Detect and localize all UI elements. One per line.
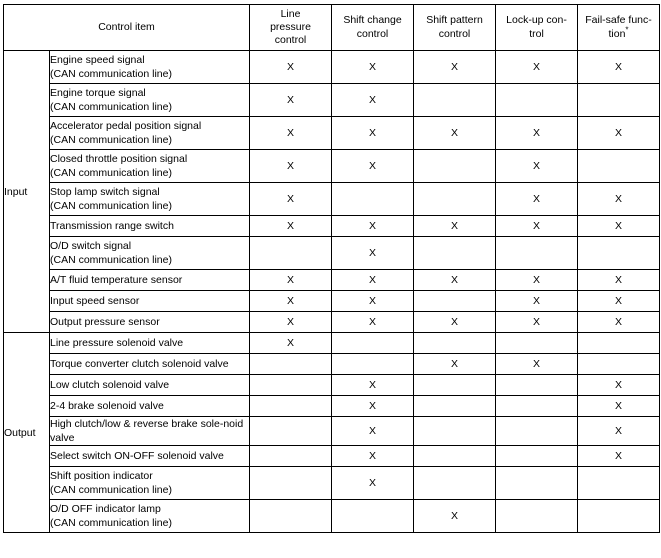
control-item-name: 2-4 brake solenoid valve — [50, 399, 164, 412]
mark-cell-fail_safe: X — [578, 291, 660, 312]
mark-cell-line_pressure — [250, 467, 332, 500]
control-item-name: O/D OFF indicator lamp — [50, 503, 161, 516]
mark-cell-shift_pattern — [414, 237, 496, 270]
table-row — [4, 500, 660, 533]
header-lock-up-control — [496, 5, 578, 51]
mark-cell-shift_pattern: X — [414, 117, 496, 150]
mark-cell-lock_up — [496, 417, 578, 446]
header-row — [4, 5, 660, 51]
mark-cell-line_pressure: X — [250, 312, 332, 333]
mark-cell-shift_change: X — [332, 396, 414, 417]
mark-cell-shift_pattern — [414, 183, 496, 216]
header-lock-up-line2: trol — [529, 27, 544, 40]
control-item-cell — [50, 270, 250, 291]
mark-cell-shift_change: X — [332, 84, 414, 117]
control-item-cell — [50, 237, 250, 270]
mark-cell-line_pressure: X — [250, 117, 332, 150]
mark-cell-shift_change — [332, 500, 414, 533]
mark-cell-lock_up: X — [496, 117, 578, 150]
mark-cell-shift_pattern: X — [414, 500, 496, 533]
control-item-cell — [50, 446, 250, 467]
control-item-name: Select switch ON-OFF solenoid valve — [50, 450, 224, 463]
mark-cell-shift_change — [332, 354, 414, 375]
control-item-name: Input speed sensor — [50, 294, 140, 307]
mark-cell-lock_up — [496, 333, 578, 354]
mark-cell-shift_change: X — [332, 270, 414, 291]
mark-cell-shift_change: X — [332, 417, 414, 446]
mark-cell-fail_safe: X — [578, 270, 660, 291]
mark-cell-shift_pattern — [414, 84, 496, 117]
control-item-subtext: (CAN communication line) — [50, 200, 172, 212]
mark-cell-fail_safe — [578, 84, 660, 117]
mark-cell-shift_pattern — [414, 467, 496, 500]
mark-cell-shift_pattern — [414, 150, 496, 183]
control-item-cell — [50, 500, 250, 533]
mark-cell-lock_up: X — [496, 51, 578, 84]
mark-cell-fail_safe: X — [578, 312, 660, 333]
table-row — [4, 446, 660, 467]
mark-cell-fail_safe — [578, 237, 660, 270]
mark-cell-shift_change — [332, 333, 414, 354]
control-item-name: Engine torque signal — [50, 86, 146, 99]
control-item-cell — [50, 312, 250, 333]
mark-cell-line_pressure — [250, 237, 332, 270]
control-item-cell — [50, 467, 250, 500]
mark-cell-line_pressure: X — [250, 183, 332, 216]
footnote-marker: * — [625, 25, 629, 34]
mark-cell-fail_safe — [578, 500, 660, 533]
mark-cell-shift_pattern — [414, 396, 496, 417]
control-item-cell — [50, 354, 250, 375]
table-row — [4, 270, 660, 291]
control-item-name: Stop lamp switch signal — [50, 185, 160, 198]
header-line-pressure-line1: Line — [280, 7, 301, 20]
control-item-cell — [50, 117, 250, 150]
mark-cell-shift_pattern: X — [414, 354, 496, 375]
table-row — [4, 417, 660, 446]
mark-cell-fail_safe: X — [578, 375, 660, 396]
control-item-subtext: (CAN communication line) — [50, 254, 172, 266]
mark-cell-fail_safe: X — [578, 396, 660, 417]
mark-cell-shift_pattern: X — [414, 270, 496, 291]
mark-cell-line_pressure: X — [250, 270, 332, 291]
control-item-cell — [50, 291, 250, 312]
control-item-name: Torque converter clutch solenoid valve — [50, 357, 229, 370]
mark-cell-fail_safe: X — [578, 183, 660, 216]
table-body — [4, 51, 660, 533]
document-page — [0, 4, 661, 558]
mark-cell-line_pressure — [250, 446, 332, 467]
mark-cell-shift_pattern — [414, 446, 496, 467]
control-item-subtext: (CAN communication line) — [50, 134, 172, 146]
mark-cell-line_pressure — [250, 500, 332, 533]
table-row — [4, 84, 660, 117]
mark-cell-fail_safe — [578, 467, 660, 500]
mark-cell-fail_safe: X — [578, 51, 660, 84]
table-row — [4, 237, 660, 270]
mark-cell-shift_change: X — [332, 446, 414, 467]
mark-cell-shift_change: X — [332, 51, 414, 84]
mark-cell-lock_up — [496, 375, 578, 396]
control-item-cell — [50, 183, 250, 216]
mark-cell-shift_change: X — [332, 216, 414, 237]
mark-cell-shift_change: X — [332, 291, 414, 312]
control-item-cell — [50, 396, 250, 417]
mark-cell-line_pressure: X — [250, 216, 332, 237]
mark-cell-fail_safe: X — [578, 216, 660, 237]
mark-cell-lock_up: X — [496, 150, 578, 183]
header-fail-safe-text: tion — [608, 27, 626, 40]
mark-cell-shift_pattern: X — [414, 312, 496, 333]
mark-cell-fail_safe — [578, 333, 660, 354]
mark-cell-line_pressure — [250, 354, 332, 375]
mark-cell-fail_safe: X — [578, 417, 660, 446]
mark-cell-lock_up — [496, 396, 578, 417]
control-item-name: Accelerator pedal position signal — [50, 119, 202, 132]
control-item-name: Shift position indicator — [50, 470, 153, 483]
header-fail-safe-function — [578, 5, 660, 51]
control-item-name: O/D switch signal — [50, 239, 132, 252]
mark-cell-fail_safe — [578, 354, 660, 375]
mark-cell-shift_change: X — [332, 312, 414, 333]
mark-cell-line_pressure: X — [250, 51, 332, 84]
table-row — [4, 117, 660, 150]
header-line-pressure-control — [250, 5, 332, 51]
header-control-item: Control item — [4, 5, 250, 51]
mark-cell-shift_pattern: X — [414, 216, 496, 237]
header-line-pressure-line3: control — [274, 34, 307, 47]
group-label-output: Output — [4, 333, 50, 533]
mark-cell-shift_pattern — [414, 333, 496, 354]
control-item-name: Closed throttle position signal — [50, 152, 188, 165]
mark-cell-line_pressure — [250, 396, 332, 417]
mark-cell-shift_change: X — [332, 237, 414, 270]
control-item-name: Transmission range switch — [50, 219, 174, 232]
control-item-subtext: (CAN communication line) — [50, 517, 172, 530]
mark-cell-line_pressure — [250, 417, 332, 446]
mark-cell-shift_change: X — [332, 117, 414, 150]
mark-cell-lock_up: X — [496, 270, 578, 291]
header-fail-safe-line2 — [578, 25, 659, 41]
group-label-input: Input — [4, 51, 50, 333]
mark-cell-line_pressure: X — [250, 291, 332, 312]
mark-cell-shift_change: X — [332, 375, 414, 396]
header-fail-safe-line1: Fail-safe func- — [585, 14, 652, 27]
header-shift-pattern-line1: Shift pattern — [426, 14, 483, 27]
control-item-name: Engine speed signal — [50, 53, 145, 66]
mark-cell-fail_safe: X — [578, 446, 660, 467]
control-item-subtext: (CAN communication line) — [50, 101, 172, 113]
table-row — [4, 183, 660, 216]
mark-cell-lock_up — [496, 500, 578, 533]
mark-cell-lock_up — [496, 237, 578, 270]
control-item-subtext: (CAN communication line) — [50, 484, 172, 497]
header-shift-pattern-line2: control — [438, 27, 471, 40]
control-item-name: Output pressure sensor — [50, 315, 160, 328]
mark-cell-shift_pattern — [414, 291, 496, 312]
table-row — [4, 375, 660, 396]
control-item-subtext: (CAN communication line) — [50, 167, 172, 179]
table-row — [4, 467, 660, 500]
mark-cell-shift_change — [332, 183, 414, 216]
table-row — [4, 396, 660, 417]
table-row — [4, 51, 660, 84]
mark-cell-shift_pattern — [414, 417, 496, 446]
control-item-cell — [50, 375, 250, 396]
header-lock-up-line1: Lock-up con- — [506, 14, 567, 27]
header-shift-change-control — [332, 5, 414, 51]
mark-cell-lock_up: X — [496, 312, 578, 333]
header-shift-change-line1: Shift change — [343, 14, 402, 27]
control-item-cell — [50, 333, 250, 354]
table-row — [4, 333, 660, 354]
mark-cell-lock_up: X — [496, 216, 578, 237]
table-row — [4, 312, 660, 333]
mark-cell-lock_up: X — [496, 183, 578, 216]
control-item-cell — [50, 150, 250, 183]
mark-cell-line_pressure: X — [250, 84, 332, 117]
control-item-cell — [50, 51, 250, 84]
control-item-cell — [50, 417, 250, 446]
table-row — [4, 354, 660, 375]
control-item-cell — [50, 84, 250, 117]
mark-cell-shift_change: X — [332, 150, 414, 183]
mark-cell-line_pressure — [250, 375, 332, 396]
table-row — [4, 150, 660, 183]
table-header — [4, 5, 660, 51]
header-shift-pattern-control — [414, 5, 496, 51]
mark-cell-lock_up — [496, 446, 578, 467]
header-line-pressure-line2: pressure — [270, 20, 311, 33]
control-item-cell — [50, 216, 250, 237]
control-item-name: A/T fluid temperature sensor — [50, 273, 183, 286]
mark-cell-lock_up: X — [496, 291, 578, 312]
control-item-subtext: (CAN communication line) — [50, 68, 172, 80]
mark-cell-line_pressure: X — [250, 333, 332, 354]
mark-cell-shift_pattern — [414, 375, 496, 396]
control-item-name: Low clutch solenoid valve — [50, 378, 170, 391]
header-shift-change-line2: control — [356, 27, 389, 40]
mark-cell-shift_pattern: X — [414, 51, 496, 84]
mark-cell-lock_up: X — [496, 354, 578, 375]
mark-cell-fail_safe: X — [578, 117, 660, 150]
mark-cell-line_pressure: X — [250, 150, 332, 183]
mark-cell-shift_change: X — [332, 467, 414, 500]
table-row — [4, 291, 660, 312]
mark-cell-fail_safe — [578, 150, 660, 183]
control-item-name: High clutch/low & reverse brake sole-noid valve — [50, 418, 244, 445]
mark-cell-lock_up — [496, 467, 578, 500]
control-item-name: Line pressure solenoid valve — [50, 336, 184, 349]
table-row — [4, 216, 660, 237]
mark-cell-lock_up — [496, 84, 578, 117]
control-item-matrix-table — [3, 4, 660, 533]
